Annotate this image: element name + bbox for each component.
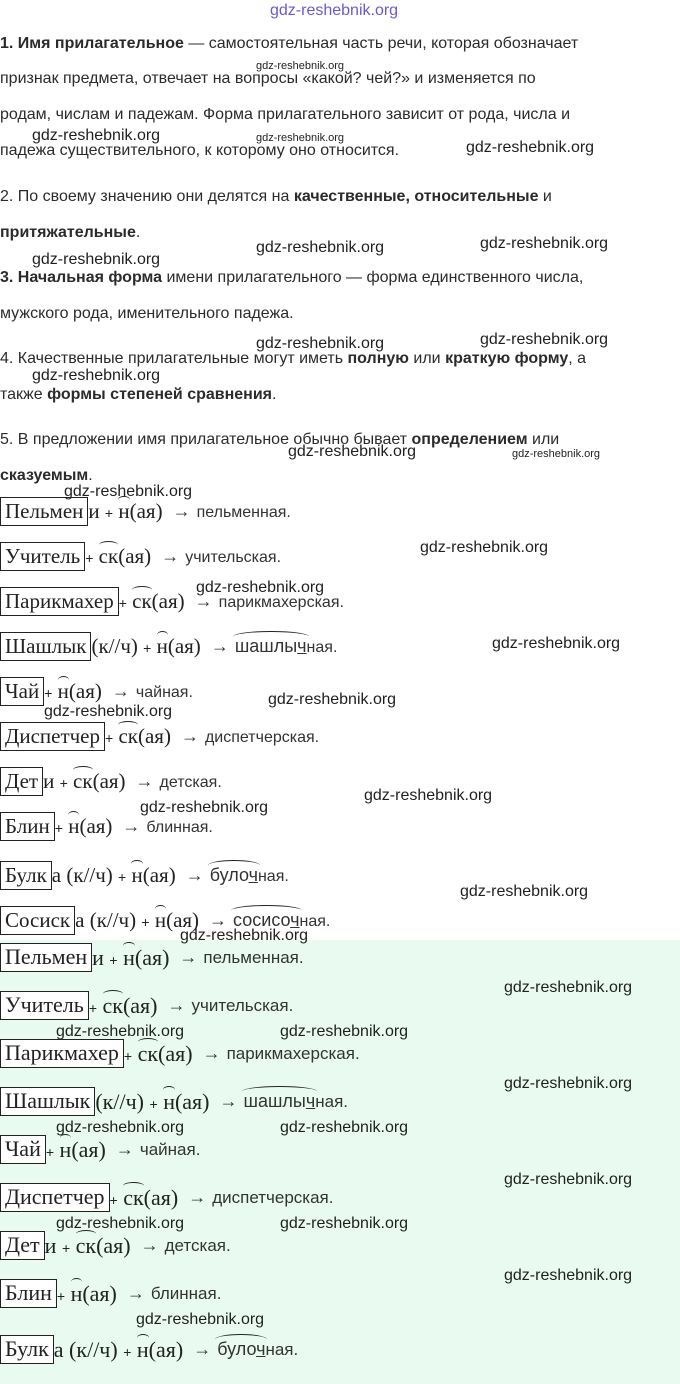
watermark: gdz-reshebnik.org	[256, 335, 385, 352]
word-base-box: Диспетчер	[0, 722, 105, 751]
arrow-icon: →	[172, 501, 191, 521]
arrow-icon: →	[193, 1339, 212, 1359]
word-result	[193, 1339, 298, 1360]
arrow-icon: →	[161, 546, 180, 566]
arrow-icon: →	[167, 995, 186, 1015]
watermark: gdz-reshebnik.org	[420, 539, 549, 556]
watermark: gdz-reshebnik.org	[504, 979, 633, 996]
word-formula	[89, 993, 158, 1019]
plus-sign: +	[118, 869, 127, 885]
text: , а	[568, 350, 587, 367]
word-result	[211, 636, 338, 657]
term-full: полную	[347, 350, 409, 367]
word-tail: и	[44, 1232, 57, 1258]
alternating-letter: ч	[256, 1339, 266, 1359]
word-base-box: Блин	[0, 1279, 57, 1308]
arrow-icon: →	[179, 947, 198, 967]
word-formula	[54, 1337, 183, 1363]
ending: ая)	[156, 1336, 184, 1362]
term-types: качественные, относительные	[293, 188, 539, 205]
watermark: gdz-reshebnik.org	[64, 483, 193, 500]
word-tail: а (к//ч)	[75, 908, 137, 932]
ending: ая)	[130, 992, 158, 1018]
ending: ая)	[136, 499, 163, 523]
word-row	[0, 861, 289, 891]
ending-open: (	[118, 544, 126, 568]
word-formula	[44, 679, 102, 704]
word-row	[0, 943, 304, 973]
watermark: gdz-reshebnik.org	[268, 691, 397, 708]
paragraph-1-line-2: признак предмета, отвечает на вопросы «какой? чей?» и изменяется по	[0, 70, 536, 87]
suffix-mark: н	[154, 908, 167, 932]
watermark: gdz-reshebnik.org	[466, 139, 595, 156]
ending-open: (	[79, 814, 87, 838]
alternating-letter: ч	[305, 1091, 316, 1111]
ending: ая)	[158, 589, 185, 613]
text: .	[272, 386, 277, 403]
word-formula	[110, 1185, 179, 1211]
arrow-icon: →	[210, 636, 229, 656]
arrow-icon: →	[122, 816, 141, 836]
ending-open: (	[68, 679, 76, 703]
watermark: gdz-reshebnik.org	[480, 331, 609, 348]
watermark: gdz-reshebnik.org	[256, 60, 345, 72]
plus-sign: +	[123, 1343, 132, 1360]
plus-sign: +	[109, 1191, 118, 1208]
suffix-mark: ск	[123, 1184, 144, 1210]
ending: ая)	[78, 1136, 106, 1162]
watermark: gdz-reshebnik.org	[32, 367, 161, 384]
watermark: gdz-reshebnik.org	[44, 703, 173, 720]
watermark: gdz-reshebnik.org	[56, 1023, 185, 1040]
word-tail: а (к//ч)	[53, 1336, 118, 1362]
text: 5. В предложении имя прилагательное обычно бывает	[0, 431, 412, 448]
ending-open: (	[148, 1336, 156, 1362]
suffix-mark: ск	[73, 769, 93, 793]
result-text: парикмахерская.	[226, 1044, 360, 1063]
word-tail: и	[43, 769, 55, 793]
paragraph-2-line-1	[0, 188, 552, 206]
root-text: було	[217, 1339, 257, 1359]
ending: ая)	[142, 944, 170, 970]
term-initial-form: 3. Начальная форма	[0, 269, 163, 286]
suffix-mark: н	[163, 1088, 175, 1114]
watermark: gdz-reshebnik.org	[136, 1311, 265, 1328]
result-text: блинная.	[146, 819, 213, 836]
paragraph-1-line-1	[0, 35, 578, 53]
suffix-mark: н	[118, 499, 130, 523]
result-text: ная.	[265, 1340, 299, 1359]
suffix-mark: н	[136, 1336, 149, 1362]
plus-sign: +	[54, 820, 63, 836]
result-text: пельменная.	[203, 948, 304, 967]
ending-open: (	[137, 724, 145, 748]
ending: ая)	[89, 1280, 117, 1306]
term-attribute: определением	[411, 431, 528, 448]
plus-sign: +	[85, 550, 94, 566]
word-tail: (к//ч)	[95, 1088, 144, 1114]
word-formula	[46, 1137, 106, 1163]
ending: ая)	[99, 769, 126, 793]
word-row	[0, 1335, 298, 1365]
plus-sign: +	[149, 1095, 158, 1112]
suffix-mark: ск	[102, 992, 123, 1018]
root-mark	[217, 1339, 265, 1360]
word-base-box: Пельмен	[0, 497, 88, 526]
word-result	[161, 546, 281, 567]
ending: ая)	[174, 634, 201, 658]
word-row	[0, 767, 222, 797]
plus-sign: +	[104, 505, 114, 521]
paragraph-2-line-2	[0, 224, 140, 242]
word-base-box: Блин	[0, 812, 55, 841]
ending-open: (	[142, 863, 150, 887]
result-text: детская.	[159, 774, 222, 791]
word-formula	[43, 769, 125, 794]
root-text: шашлы	[234, 636, 298, 656]
result-text: чайная.	[139, 1140, 201, 1159]
plus-sign: +	[61, 1239, 71, 1256]
word-base-box: Чай	[0, 1135, 46, 1164]
word-result	[122, 816, 212, 837]
arrow-icon: →	[126, 1283, 145, 1303]
result-text: парикмахерская.	[218, 594, 344, 611]
result-text: чайная.	[135, 684, 193, 701]
word-base-box: Учитель	[0, 991, 89, 1020]
word-result	[203, 1043, 360, 1064]
root-mark	[210, 865, 258, 886]
watermark: gdz-reshebnik.org	[460, 883, 589, 900]
word-tail: и	[88, 499, 100, 523]
text: 2. По своему значению они делятся на	[0, 188, 294, 205]
plus-sign: +	[141, 914, 150, 930]
word-base-box: Шашлык	[0, 1087, 95, 1116]
result-text: пельменная.	[196, 504, 291, 521]
paragraph-4-line-2	[0, 386, 276, 404]
suffix-mark: н	[123, 944, 135, 970]
ending-open: (	[82, 1280, 90, 1306]
ending: ая)	[165, 1040, 193, 1066]
suffix-mark: н	[131, 863, 143, 887]
word-base-box: Диспетчер	[0, 1183, 110, 1212]
suffix-mark: н	[156, 634, 168, 658]
root-text: шашлы	[243, 1091, 306, 1111]
ending-open: (	[96, 1232, 104, 1258]
paragraph-5-line-1	[0, 431, 559, 449]
plus-sign: +	[105, 730, 114, 746]
ending-open: (	[143, 1184, 151, 1210]
ending-open: (	[92, 769, 100, 793]
word-result	[168, 995, 294, 1016]
word-base-box: Дет	[0, 1231, 45, 1260]
ending-open: (	[129, 499, 137, 523]
word-base-box: Чай	[0, 677, 44, 706]
term-possessive: притяжательные	[0, 224, 136, 241]
word-row	[0, 1279, 221, 1309]
watermark: gdz-reshebnik.org	[280, 1119, 409, 1136]
word-base-box: Шашлык	[0, 632, 91, 661]
word-formula	[92, 945, 169, 971]
text: — самостоятельная часть речи, которая обозначает	[183, 35, 579, 52]
watermark: gdz-reshebnik.org	[504, 1075, 633, 1092]
term-degrees: формы степеней сравнения	[47, 386, 273, 403]
word-formula	[45, 1233, 131, 1259]
ending-open: (	[167, 634, 175, 658]
word-base-box: Пельмен	[0, 943, 92, 972]
text: .	[135, 224, 141, 241]
alternating-letter: ч	[248, 865, 258, 885]
suffix-mark: н	[57, 679, 69, 703]
plus-sign: +	[123, 1047, 133, 1064]
ending: ая)	[144, 724, 171, 748]
word-result	[186, 865, 289, 886]
watermark: gdz-reshebnik.org	[288, 443, 417, 460]
plus-sign: +	[44, 685, 53, 701]
word-result	[136, 771, 222, 792]
watermark-top: gdz-reshebnik.org	[270, 2, 399, 19]
result-text: детская.	[164, 1236, 231, 1255]
word-result	[173, 501, 291, 522]
arrow-icon: →	[194, 591, 213, 611]
watermark: gdz-reshebnik.org	[512, 448, 601, 460]
plus-sign: +	[59, 775, 68, 791]
word-row	[0, 497, 291, 527]
result-text: учительская.	[191, 996, 294, 1015]
watermark: gdz-reshebnik.org	[140, 799, 269, 816]
paragraph-1-line-4: падежа существительного, к которому оно относится.	[0, 142, 400, 159]
word-base-box: Парикмахер	[0, 587, 119, 616]
word-tail: и	[92, 944, 104, 970]
paragraph-3-line-2: мужского рода, именительного падежа.	[0, 305, 294, 322]
word-tail: а (к//ч)	[51, 863, 113, 887]
term-short: краткую форму	[445, 350, 569, 367]
arrow-icon: →	[185, 865, 204, 885]
text: имени прилагательного — форма единственного числа,	[162, 269, 584, 286]
word-row	[0, 722, 319, 752]
suffix-mark: н	[59, 1136, 72, 1162]
word-result	[188, 1187, 333, 1208]
word-result	[181, 726, 319, 747]
result-text: блинная.	[150, 1284, 222, 1303]
arrow-icon: →	[115, 1139, 134, 1159]
arrow-icon: →	[188, 1187, 207, 1207]
watermark: gdz-reshebnik.org	[492, 635, 621, 652]
suffix-mark: ск	[132, 589, 152, 613]
ending-open: (	[71, 1136, 79, 1162]
watermark: gdz-reshebnik.org	[480, 235, 609, 252]
alternating-letter: ч	[297, 636, 307, 656]
word-row	[0, 1183, 333, 1213]
watermark: gdz-reshebnik.org	[180, 927, 309, 944]
root-text: сосисо	[233, 910, 291, 930]
word-base-box: Булк	[0, 861, 52, 890]
word-row	[0, 1039, 360, 1069]
ending-open: (	[166, 908, 174, 932]
word-formula	[95, 1089, 209, 1115]
ending: ая)	[182, 1088, 210, 1114]
term-adjective: 1. Имя прилагательное	[0, 35, 184, 52]
word-formula	[57, 1281, 117, 1307]
watermark: gdz-reshebnik.org	[364, 787, 493, 804]
suffix-mark: н	[70, 1280, 83, 1306]
word-row	[0, 1087, 348, 1117]
root-mark	[244, 1091, 316, 1112]
suffix-mark: ск	[75, 1232, 97, 1258]
watermark: gdz-reshebnik.org	[280, 1215, 409, 1232]
arrow-icon: →	[180, 726, 199, 746]
ending-open: (	[151, 589, 159, 613]
arrow-icon: →	[209, 910, 228, 930]
term-predicate: сказуемым	[0, 467, 89, 484]
result-text: ная.	[257, 868, 289, 885]
result-text: ная.	[299, 913, 331, 930]
word-formula	[88, 499, 162, 524]
word-result	[112, 681, 193, 702]
suffix-mark: ск	[118, 724, 138, 748]
word-base-box: Учитель	[0, 542, 85, 571]
ending: ая)	[151, 1184, 179, 1210]
word-formula	[105, 724, 171, 749]
word-result	[179, 947, 303, 968]
result-text: диспетчерская.	[212, 1188, 334, 1207]
word-base-box: Сосиск	[0, 906, 75, 935]
word-formula	[124, 1041, 193, 1067]
word-result	[127, 1283, 222, 1304]
ending-open: (	[158, 1040, 166, 1066]
arrow-icon: →	[202, 1043, 221, 1063]
root-text: було	[209, 865, 249, 885]
paragraph-1-line-3: родам, числам и падежам. Форма прилагательного зависит от рода, числа и	[0, 106, 570, 123]
text: или	[527, 431, 560, 448]
word-row	[0, 542, 281, 572]
ending: ая)	[173, 908, 200, 932]
root-mark	[235, 636, 307, 657]
word-result	[220, 1091, 349, 1112]
ending: ая)	[125, 544, 152, 568]
suffix-mark: ск	[98, 544, 119, 568]
word-base-box: Парикмахер	[0, 1039, 124, 1068]
watermark: gdz-reshebnik.org	[504, 1267, 633, 1284]
watermark: gdz-reshebnik.org	[280, 1023, 409, 1040]
suffix-mark: н	[68, 814, 80, 838]
ending-open: (	[122, 992, 131, 1018]
suffix-mark: ск	[137, 1040, 159, 1066]
paragraph-3-line-1	[0, 269, 583, 287]
word-base-box: Булк	[0, 1335, 54, 1364]
ending: ая)	[86, 814, 113, 838]
watermark: gdz-reshebnik.org	[256, 239, 385, 256]
watermark: gdz-reshebnik.org	[56, 1119, 185, 1136]
plus-sign: +	[88, 999, 97, 1016]
plus-sign: +	[109, 951, 118, 968]
arrow-icon: →	[111, 681, 130, 701]
word-tail: (к//ч)	[91, 634, 138, 658]
result-text: диспетчерская.	[204, 729, 320, 746]
arrow-icon: →	[219, 1091, 238, 1111]
word-formula	[91, 634, 200, 659]
watermark: gdz-reshebnik.org	[32, 251, 161, 268]
word-result	[116, 1139, 201, 1160]
text: или	[408, 350, 446, 367]
plus-sign: +	[56, 1287, 66, 1304]
word-formula	[55, 814, 113, 839]
text: также	[0, 386, 48, 403]
word-row	[0, 1135, 200, 1165]
text: и	[538, 188, 552, 205]
plus-sign: +	[118, 595, 127, 611]
result-text: учительская.	[185, 549, 282, 566]
ending-open: (	[134, 944, 143, 970]
plus-sign: +	[143, 640, 152, 656]
word-formula	[52, 863, 176, 888]
word-result	[141, 1235, 231, 1256]
word-row	[0, 632, 337, 662]
word-base-box: Дет	[0, 767, 43, 796]
ending: ая)	[103, 1232, 131, 1258]
ending: ая)	[149, 863, 176, 887]
word-formula	[85, 544, 151, 569]
arrow-icon: →	[140, 1235, 159, 1255]
plus-sign: +	[45, 1143, 55, 1160]
alternating-letter: ч	[290, 910, 300, 930]
ending-open: (	[174, 1088, 183, 1114]
text: .	[88, 467, 93, 484]
result-text: ная.	[315, 1092, 349, 1111]
watermark: gdz-reshebnik.org	[56, 1215, 185, 1232]
word-row	[0, 991, 293, 1021]
ending: ая)	[75, 679, 102, 703]
watermark: gdz-reshebnik.org	[256, 132, 345, 144]
watermark: gdz-reshebnik.org	[504, 1171, 633, 1188]
word-formula	[119, 589, 185, 614]
text: 4. Качественные прилагательные могут иметь	[0, 350, 348, 367]
watermark: gdz-reshebnik.org	[32, 127, 161, 144]
word-row	[0, 1231, 231, 1261]
watermark: gdz-reshebnik.org	[196, 579, 325, 596]
arrow-icon: →	[135, 771, 154, 791]
result-text: ная.	[306, 639, 338, 656]
